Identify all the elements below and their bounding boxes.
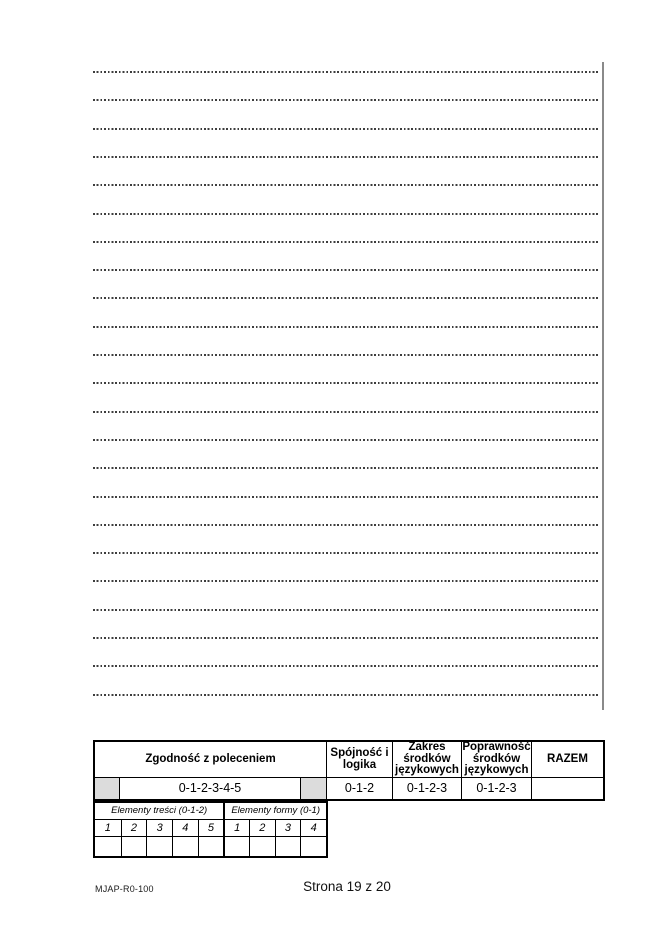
detail-score-cell xyxy=(198,836,224,856)
detail-content-header: Elementy treści (0-1-2) xyxy=(111,805,208,816)
writing-line xyxy=(93,496,600,498)
margin-rule xyxy=(602,62,604,710)
examiner-shaded-cell-left xyxy=(95,778,120,799)
writing-line xyxy=(93,297,600,299)
scale-language-range: 0-1-2-3 xyxy=(392,777,461,799)
writing-line xyxy=(93,552,600,554)
detail-score-cell xyxy=(95,836,121,856)
writing-line xyxy=(93,665,600,667)
scoring-table xyxy=(93,740,605,801)
writing-line xyxy=(93,71,600,73)
detail-score-cell xyxy=(300,836,326,856)
detail-number-cell: 1 xyxy=(95,819,121,836)
detail-score-cell xyxy=(146,836,172,856)
detail-score-cell xyxy=(172,836,198,856)
writing-line xyxy=(93,637,600,639)
detail-score-cell xyxy=(223,836,249,856)
writing-line xyxy=(93,411,600,413)
page-indicator: Strona 19 z 20 xyxy=(303,879,391,894)
writing-line xyxy=(93,382,600,384)
writing-line xyxy=(93,99,600,101)
detail-form-header: Elementy formy (0-1) xyxy=(223,803,326,819)
form-code: MJAP-R0-100 xyxy=(95,884,154,894)
detail-number-cell: 2 xyxy=(249,819,275,836)
header-language-accuracy: Poprawność środków językowych xyxy=(462,742,531,777)
scale-coherence: 0-1-2 xyxy=(326,777,392,799)
detail-number-cell: 1 xyxy=(223,819,249,836)
detail-number-cell: 5 xyxy=(198,819,224,836)
detail-number-cell: 3 xyxy=(275,819,301,836)
writing-line xyxy=(93,213,600,215)
scale-language-accuracy: 0-1-2-3 xyxy=(461,777,531,799)
writing-line xyxy=(93,439,600,441)
scale-task-compliance-cell xyxy=(95,777,326,799)
detail-score-cell xyxy=(121,836,147,856)
detail-score-table xyxy=(93,801,328,858)
writing-lines xyxy=(93,71,600,701)
scale-task-compliance: 0-1-2-3-4-5 xyxy=(178,780,242,795)
writing-line xyxy=(93,241,600,243)
writing-line xyxy=(93,269,600,271)
header-task-compliance: Zgodność z poleceniem xyxy=(145,752,276,765)
header-total: RAZEM xyxy=(531,742,603,777)
writing-line xyxy=(93,467,600,469)
writing-line xyxy=(93,156,600,158)
writing-line xyxy=(93,326,600,328)
header-coherence: Spójność i logika xyxy=(326,742,392,777)
detail-number-cell: 2 xyxy=(121,819,147,836)
writing-line xyxy=(93,354,600,356)
header-language-range: Zakres środków językowych xyxy=(392,742,461,777)
writing-line xyxy=(93,128,600,130)
detail-number-cell: 4 xyxy=(172,819,198,836)
writing-line xyxy=(93,609,600,611)
detail-number-cell: 3 xyxy=(146,819,172,836)
writing-line xyxy=(93,184,600,186)
writing-line xyxy=(93,580,600,582)
writing-line xyxy=(93,694,600,696)
examiner-shaded-cell-right xyxy=(300,778,326,799)
detail-number-cell: 4 xyxy=(300,819,326,836)
detail-score-cell xyxy=(249,836,275,856)
writing-line xyxy=(93,524,600,526)
detail-score-cell xyxy=(275,836,301,856)
total-score-cell xyxy=(531,777,603,799)
